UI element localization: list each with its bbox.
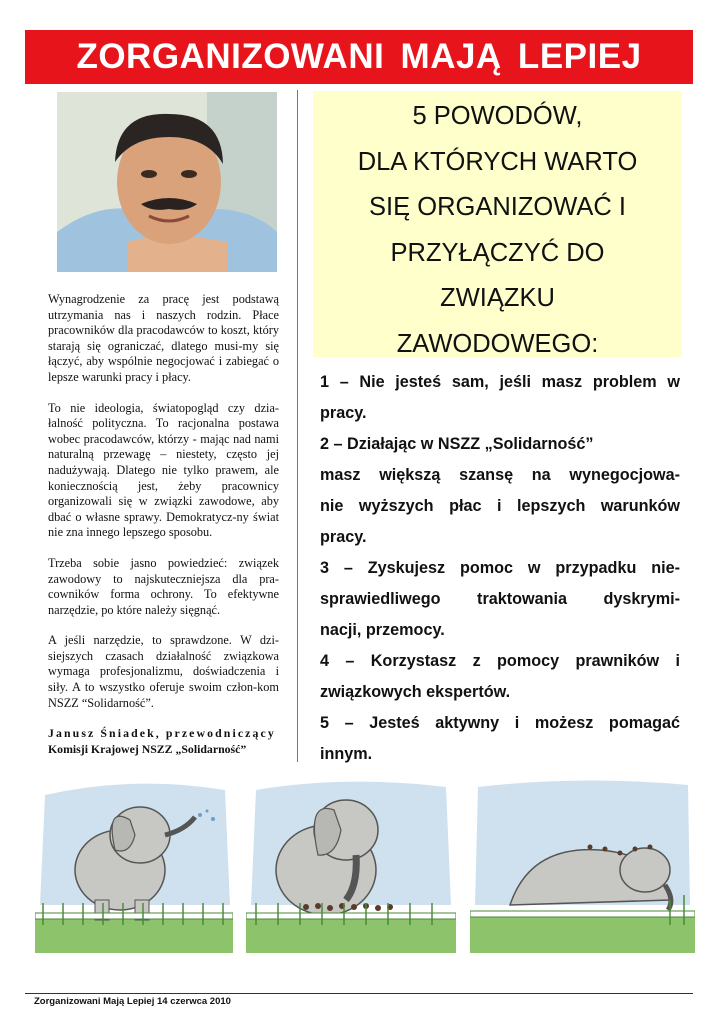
reason-line: nacji, przemocy. <box>320 621 445 639</box>
paragraph-3: Trzeba sobie jasno powiedzieć: związek zawodowy to najskuteczniejsza dla pra-cowników forma ochrony. To efektywne narzędzie, po które należy sięgnąć. <box>48 555 279 617</box>
signature <box>48 726 279 757</box>
heading-line: ZAWODOWEGO: <box>396 329 599 358</box>
reason-line: pracy. <box>320 528 367 546</box>
elephant-cartoon-1 <box>35 775 233 953</box>
signature-name: Janusz Śniadek, przewodniczący <box>48 726 276 741</box>
reasons-list <box>320 367 680 770</box>
footer-text: Zorganizowani Mają Lepiej 14 czerwca 2010 <box>34 996 231 1007</box>
heading-line: DLA KTÓRYCH WARTO <box>357 147 638 176</box>
reason-line: 5 – Jesteś aktywny i możesz pomagać <box>320 714 680 732</box>
reason-line: masz większą szansę na wynegocjowa- <box>320 466 680 484</box>
reason-line: 2 – Działając w NSZZ „Solidarność” <box>320 435 594 453</box>
reason-line: 4 – Korzystasz z pomocy prawników i <box>320 652 680 670</box>
portrait-image <box>57 92 277 272</box>
elephant-cartoon-2 <box>246 775 456 953</box>
paragraph-4: A jeśli narzędzie, to sprawdzone. W dzi-siejszych czasach działalność związkowa wymaga profesjonalizmu, doświadczenia i siły. A to wszystko oferuje swoim człon-kom NSZZ “Solidarność”. <box>48 633 279 710</box>
heading-line: PRZYŁĄCZYĆ DO <box>390 238 605 267</box>
reason-line: pracy. <box>320 404 367 422</box>
heading-line: SIĘ ORGANIZOWAĆ I <box>369 193 626 221</box>
paragraph-1: Wynagrodzenie za pracę jest podstawą utrzymania nas i naszych rodzin. Płace pracowników dla pracodawców to koszt, który starają się ograniczać, dlatego musi-my się łączyć, aby wspólnie negocjować i zabiegać o lepsze warunki pracy i płacy. <box>48 292 279 384</box>
reasons-heading-box <box>313 91 682 357</box>
reason-line: związkowych ekspertów. <box>320 683 511 701</box>
reason-line: nie wyższych płac i lepszych warunków <box>320 497 680 515</box>
reason-line: innym. <box>320 745 373 763</box>
reason-line: sprawiedliwego traktowania dyskrymi- <box>320 590 680 608</box>
paragraph-2: To nie ideologia, światopogląd czy dzia-łalność polityczna. To racjonalna postawa wobec pracodawców, którzy - mając nad nami naturalną przewagę – niestety, często jej nadużywają. Dlatego nie tylko prawem, ale koniecznością jest, żeby pracownicy organizowali się w związki zawodowe, aby dbać o własne sprawy. Demokratycz-ny świat nie zna innego lepszego sposobu. <box>48 400 279 540</box>
signature-org: Komisji Krajowej NSZZ „Solidarność” <box>48 741 247 756</box>
column-divider <box>297 90 298 762</box>
left-column-text <box>48 292 279 757</box>
portrait-photo <box>57 92 277 272</box>
heading-line: 5 POWODÓW, <box>412 102 583 130</box>
reason-line: 1 – Nie jesteś sam, jeśli masz problem w <box>320 373 680 391</box>
elephant-cartoon-3 <box>470 775 695 953</box>
page-title: ZORGANIZOWANI MAJĄ LEPIEJ <box>25 30 693 84</box>
heading-line: ZWIĄZKU <box>440 284 555 312</box>
reason-line: 3 – Zyskujesz pomoc w przypadku nie- <box>320 559 680 577</box>
footer-rule <box>25 993 693 994</box>
